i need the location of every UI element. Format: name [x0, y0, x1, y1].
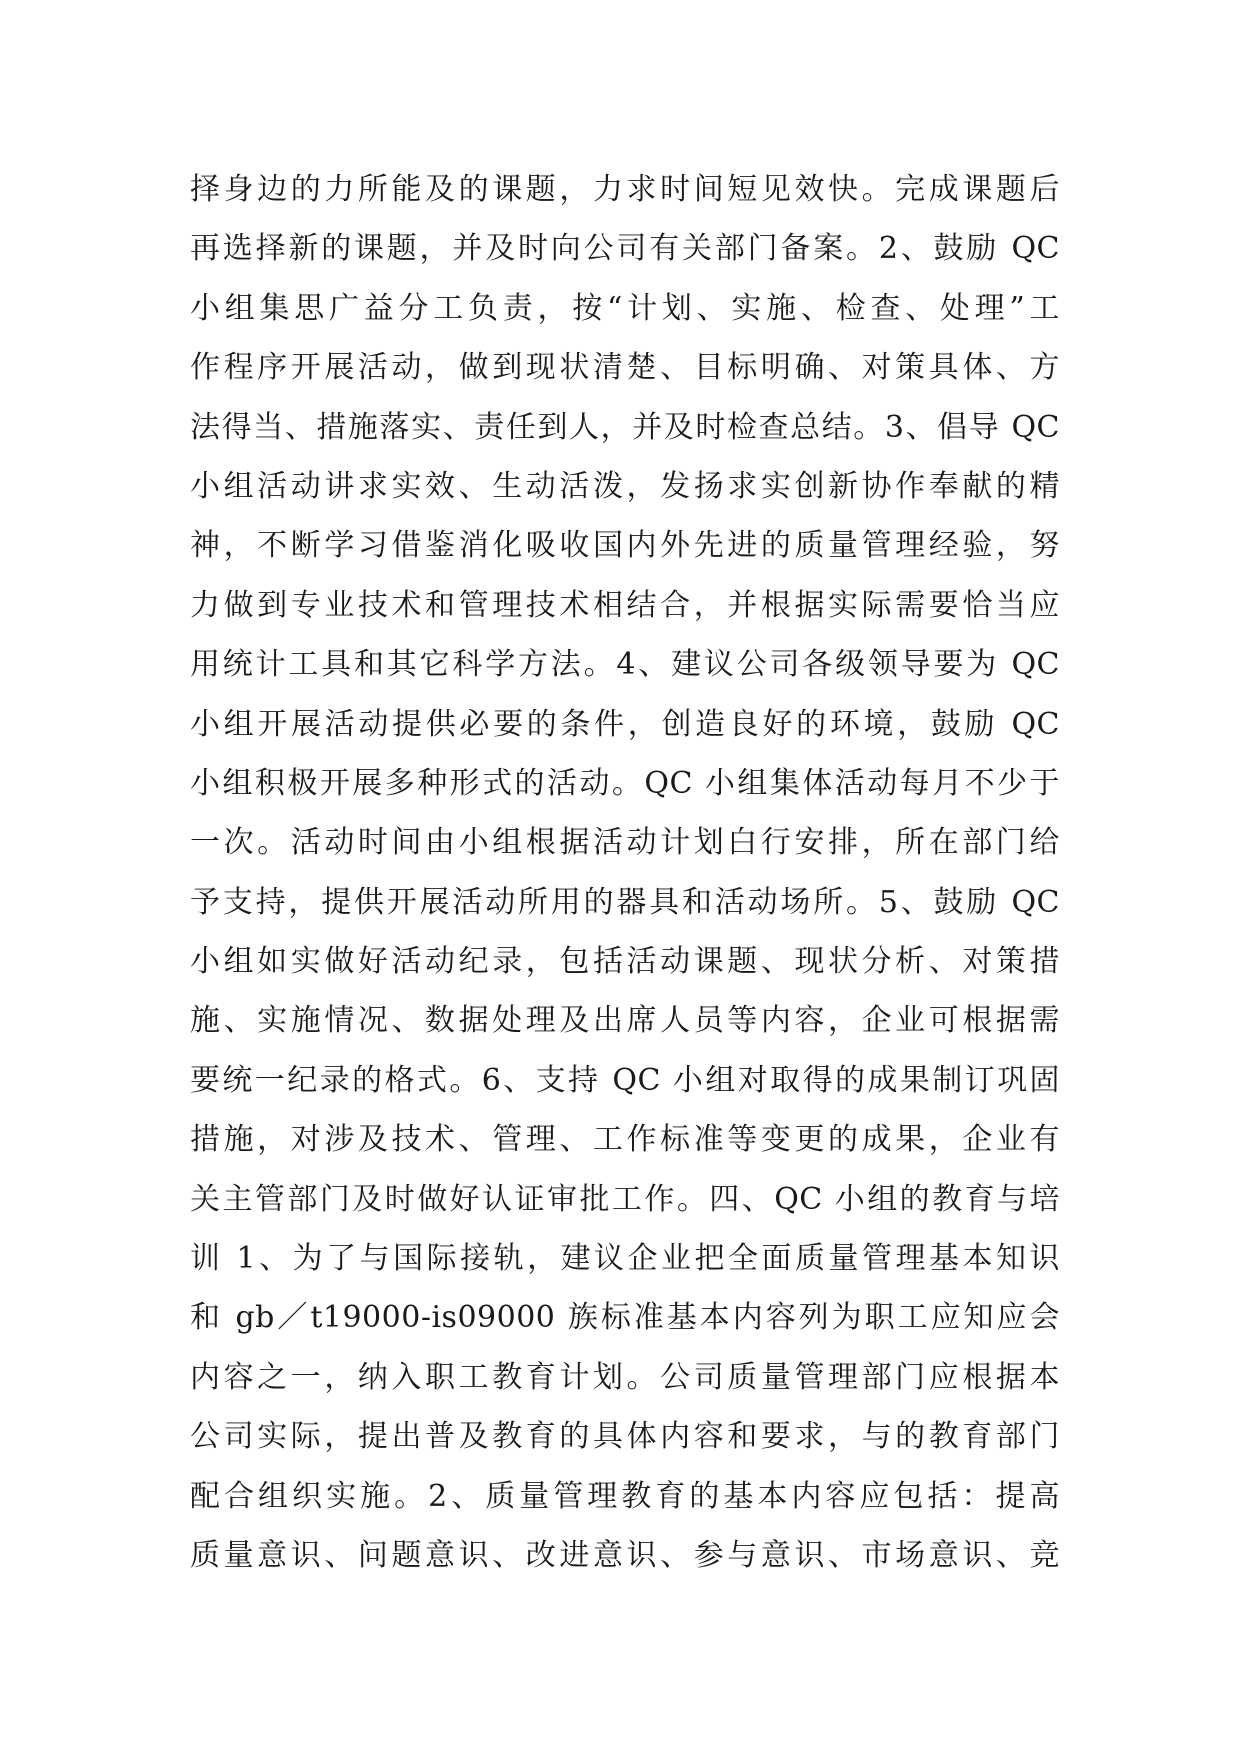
body-text [190, 160, 1060, 1585]
text-line: 质量意识、问题意识、改进意识、参与意识、市场意识、竞 [190, 1537, 1060, 1573]
text-line: 关主管部门及时做好认证审批工作。四、QC 小组的教育与培 [190, 1181, 1060, 1217]
text-line: 力做到专业技术和管理技术相结合，并根据实际需要恰当应 [190, 587, 1060, 623]
text-line: 措施，对涉及技术、管理、工作标准等变更的成果，企业有 [190, 1122, 1060, 1158]
text-line: 小组活动讲求实效、生动活泼，发扬求实创新协作奉献的精 [190, 468, 1060, 504]
text-line: 小组集思广益分工负责，按“计划、实施、检查、处理”工 [190, 290, 1060, 326]
text-line: 施、实施情况、数据处理及出席人员等内容，企业可根据需 [190, 1003, 1060, 1039]
text-line: 内容之一，纳入职工教育计划。公司质量管理部门应根据本 [190, 1359, 1060, 1395]
text-line: 小组如实做好活动纪录，包括活动课题、现状分析、对策措 [190, 944, 1060, 980]
text-line: 法得当、措施落实、责任到人，并及时检查总结。3、倡导 QC [190, 409, 1060, 445]
text-line: 公司实际，提出普及教育的具体内容和要求，与的教育部门 [190, 1419, 1060, 1455]
text-line: 作程序开展活动，做到现状清楚、目标明确、对策具体、方 [190, 350, 1060, 386]
text-line: 配合组织实施。2、质量管理教育的基本内容应包括：提高 [190, 1478, 1060, 1514]
text-line: 训 1、为了与国际接轨，建议企业把全面质量管理基本知识 [190, 1241, 1060, 1277]
text-line: 和 gb／t19000-is09000 族标准基本内容列为职工应知应会 [190, 1300, 1060, 1336]
text-line: 神，不断学习借鉴消化吸收国内外先进的质量管理经验，努 [190, 528, 1060, 564]
text-line: 一次。活动时间由小组根据活动计划白行安排，所在部门给 [190, 825, 1060, 861]
text-line: 再选择新的课题，并及时向公司有关部门备案。2、鼓励 QC [190, 231, 1060, 267]
text-line: 小组积极开展多种形式的活动。QC 小组集体活动每月不少于 [190, 765, 1060, 801]
text-line: 择身边的力所能及的课题，力求时间短见效快。完成课题后 [190, 172, 1060, 207]
text-line: 予支持，提供开展活动所用的器具和活动场所。5、鼓励 QC [190, 884, 1060, 920]
text-line: 小组开展活动提供必要的条件，创造良好的环境，鼓励 QC [190, 706, 1060, 742]
text-line: 要统一纪录的格式。6、支持 QC 小组对取得的成果制订巩固 [190, 1062, 1060, 1098]
text-line: 用统计工具和其它科学方法。4、建议公司各级领导要为 QC [190, 647, 1060, 683]
